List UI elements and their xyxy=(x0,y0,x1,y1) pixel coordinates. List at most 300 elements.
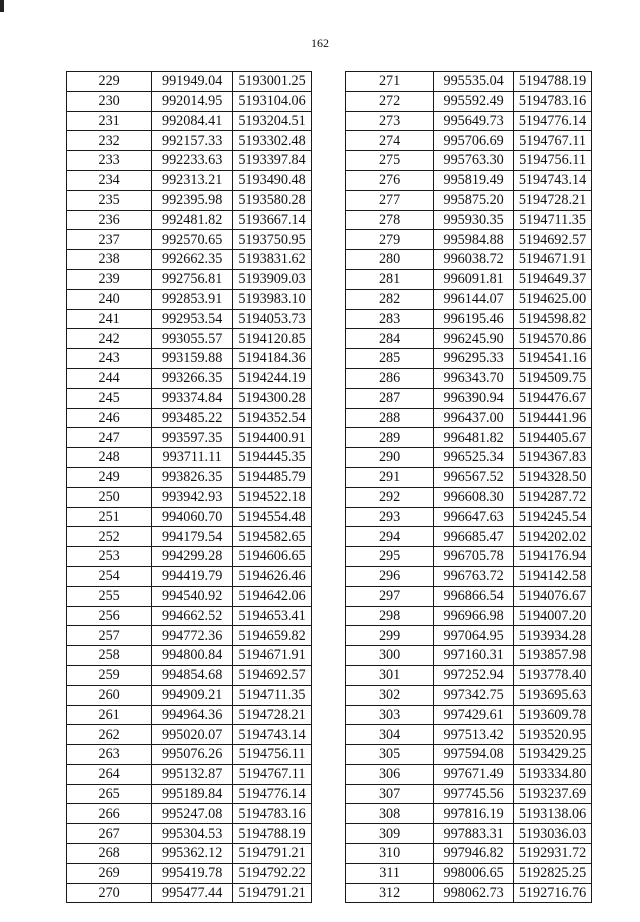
x-coordinate-cell: 997513.42 xyxy=(434,725,514,745)
point-number-cell: 249 xyxy=(67,467,152,487)
point-number-cell: 302 xyxy=(346,685,434,705)
table-row xyxy=(346,685,592,705)
y-coordinate-cell: 5194476.67 xyxy=(514,388,592,408)
table-row xyxy=(67,329,312,349)
point-number-cell: 267 xyxy=(67,824,152,844)
x-coordinate-cell: 996144.07 xyxy=(434,289,514,309)
x-coordinate-cell: 995535.04 xyxy=(434,72,514,92)
x-coordinate-cell: 995819.49 xyxy=(434,170,514,190)
table-row xyxy=(346,566,592,586)
table-row xyxy=(346,507,592,527)
table-row xyxy=(67,487,312,507)
x-coordinate-cell: 993597.35 xyxy=(152,428,233,448)
y-coordinate-cell: 5194405.67 xyxy=(514,428,592,448)
x-coordinate-cell: 995930.35 xyxy=(434,210,514,230)
y-coordinate-cell: 5194756.11 xyxy=(514,151,592,171)
x-coordinate-cell: 994419.79 xyxy=(152,566,233,586)
x-coordinate-cell: 993711.11 xyxy=(152,448,233,468)
point-number-cell: 265 xyxy=(67,784,152,804)
y-coordinate-cell: 5194352.54 xyxy=(233,408,312,428)
table-row xyxy=(346,72,592,92)
point-number-cell: 283 xyxy=(346,309,434,329)
point-number-cell: 260 xyxy=(67,685,152,705)
table-row xyxy=(346,586,592,606)
table-row xyxy=(67,269,312,289)
point-number-cell: 258 xyxy=(67,646,152,666)
scan-edge-mark xyxy=(0,0,4,12)
y-coordinate-cell: 5194400.91 xyxy=(233,428,312,448)
y-coordinate-cell: 5193237.69 xyxy=(514,784,592,804)
y-coordinate-cell: 5194743.14 xyxy=(233,725,312,745)
point-number-cell: 277 xyxy=(346,190,434,210)
x-coordinate-cell: 997883.31 xyxy=(434,824,514,844)
point-number-cell: 307 xyxy=(346,784,434,804)
point-number-cell: 280 xyxy=(346,250,434,270)
x-coordinate-cell: 994060.70 xyxy=(152,507,233,527)
table-row xyxy=(346,725,592,745)
y-coordinate-cell: 5194626.46 xyxy=(233,566,312,586)
y-coordinate-cell: 5194783.16 xyxy=(233,804,312,824)
point-number-cell: 311 xyxy=(346,863,434,883)
point-number-cell: 312 xyxy=(346,883,434,903)
table-row xyxy=(67,131,312,151)
point-number-cell: 256 xyxy=(67,606,152,626)
point-number-cell: 292 xyxy=(346,487,434,507)
point-number-cell: 275 xyxy=(346,151,434,171)
x-coordinate-cell: 992662.35 xyxy=(152,250,233,270)
y-coordinate-cell: 5194287.72 xyxy=(514,487,592,507)
x-coordinate-cell: 995132.87 xyxy=(152,764,233,784)
x-coordinate-cell: 997594.08 xyxy=(434,745,514,765)
table-row xyxy=(67,705,312,725)
table-row xyxy=(67,170,312,190)
y-coordinate-cell: 5194711.35 xyxy=(233,685,312,705)
table-row xyxy=(67,507,312,527)
x-coordinate-cell: 997816.19 xyxy=(434,804,514,824)
table-row xyxy=(67,685,312,705)
x-coordinate-cell: 997671.49 xyxy=(434,764,514,784)
x-coordinate-cell: 996647.63 xyxy=(434,507,514,527)
x-coordinate-cell: 992395.98 xyxy=(152,190,233,210)
table-row xyxy=(67,230,312,250)
x-coordinate-cell: 991949.04 xyxy=(152,72,233,92)
point-number-cell: 284 xyxy=(346,329,434,349)
table-row xyxy=(346,547,592,567)
point-number-cell: 237 xyxy=(67,230,152,250)
table-row xyxy=(67,665,312,685)
y-coordinate-cell: 5194671.91 xyxy=(233,646,312,666)
x-coordinate-cell: 998062.73 xyxy=(434,883,514,903)
x-coordinate-cell: 994662.52 xyxy=(152,606,233,626)
y-coordinate-cell: 5194776.14 xyxy=(514,111,592,131)
table-row xyxy=(346,190,592,210)
x-coordinate-cell: 997946.82 xyxy=(434,844,514,864)
point-number-cell: 305 xyxy=(346,745,434,765)
point-number-cell: 297 xyxy=(346,586,434,606)
y-coordinate-cell: 5194244.19 xyxy=(233,368,312,388)
x-coordinate-cell: 996295.33 xyxy=(434,349,514,369)
point-number-cell: 232 xyxy=(67,131,152,151)
x-coordinate-cell: 995763.30 xyxy=(434,151,514,171)
x-coordinate-cell: 997160.31 xyxy=(434,646,514,666)
point-number-cell: 290 xyxy=(346,448,434,468)
point-number-cell: 295 xyxy=(346,547,434,567)
x-coordinate-cell: 995362.12 xyxy=(152,844,233,864)
point-number-cell: 240 xyxy=(67,289,152,309)
x-coordinate-cell: 992953.54 xyxy=(152,309,233,329)
x-coordinate-cell: 995304.53 xyxy=(152,824,233,844)
table-row xyxy=(346,408,592,428)
y-coordinate-cell: 5194485.79 xyxy=(233,467,312,487)
point-number-cell: 254 xyxy=(67,566,152,586)
table-row xyxy=(67,91,312,111)
point-number-cell: 282 xyxy=(346,289,434,309)
table-row xyxy=(67,626,312,646)
table-row xyxy=(346,151,592,171)
y-coordinate-cell: 5192931.72 xyxy=(514,844,592,864)
y-coordinate-cell: 5193778.40 xyxy=(514,665,592,685)
table-row xyxy=(67,883,312,903)
x-coordinate-cell: 993942.93 xyxy=(152,487,233,507)
x-coordinate-cell: 993374.84 xyxy=(152,388,233,408)
point-number-cell: 229 xyxy=(67,72,152,92)
x-coordinate-cell: 998006.65 xyxy=(434,863,514,883)
y-coordinate-cell: 5193857.98 xyxy=(514,646,592,666)
x-coordinate-cell: 993266.35 xyxy=(152,368,233,388)
point-number-cell: 287 xyxy=(346,388,434,408)
y-coordinate-cell: 5193831.62 xyxy=(233,250,312,270)
x-coordinate-cell: 995592.49 xyxy=(434,91,514,111)
point-number-cell: 238 xyxy=(67,250,152,270)
x-coordinate-cell: 996195.46 xyxy=(434,309,514,329)
table-row xyxy=(346,863,592,883)
table-row xyxy=(67,764,312,784)
x-coordinate-cell: 994854.68 xyxy=(152,665,233,685)
y-coordinate-cell: 5194788.19 xyxy=(514,72,592,92)
y-coordinate-cell: 5193334.80 xyxy=(514,764,592,784)
table-row xyxy=(67,467,312,487)
y-coordinate-cell: 5194653.41 xyxy=(233,606,312,626)
x-coordinate-cell: 995984.88 xyxy=(434,230,514,250)
y-coordinate-cell: 5193204.51 xyxy=(233,111,312,131)
table-row xyxy=(67,289,312,309)
table-row xyxy=(346,883,592,903)
y-coordinate-cell: 5193609.78 xyxy=(514,705,592,725)
y-coordinate-cell: 5193036.03 xyxy=(514,824,592,844)
point-number-cell: 298 xyxy=(346,606,434,626)
x-coordinate-cell: 996567.52 xyxy=(434,467,514,487)
point-number-cell: 299 xyxy=(346,626,434,646)
table-row xyxy=(346,368,592,388)
table-row xyxy=(67,309,312,329)
y-coordinate-cell: 5194202.02 xyxy=(514,527,592,547)
point-number-cell: 300 xyxy=(346,646,434,666)
x-coordinate-cell: 994540.92 xyxy=(152,586,233,606)
x-coordinate-cell: 995477.44 xyxy=(152,883,233,903)
y-coordinate-cell: 5193429.25 xyxy=(514,745,592,765)
x-coordinate-cell: 995419.78 xyxy=(152,863,233,883)
y-coordinate-cell: 5194756.11 xyxy=(233,745,312,765)
point-number-cell: 296 xyxy=(346,566,434,586)
point-number-cell: 285 xyxy=(346,349,434,369)
x-coordinate-cell: 992756.81 xyxy=(152,269,233,289)
x-coordinate-cell: 995076.26 xyxy=(152,745,233,765)
point-number-cell: 259 xyxy=(67,665,152,685)
x-coordinate-cell: 996866.54 xyxy=(434,586,514,606)
y-coordinate-cell: 5194007.20 xyxy=(514,606,592,626)
y-coordinate-cell: 5194541.16 xyxy=(514,349,592,369)
point-number-cell: 255 xyxy=(67,586,152,606)
page-number: 162 xyxy=(311,36,329,50)
point-number-cell: 264 xyxy=(67,764,152,784)
table-row xyxy=(346,487,592,507)
y-coordinate-cell: 5194570.86 xyxy=(514,329,592,349)
y-coordinate-cell: 5194582.65 xyxy=(233,527,312,547)
x-coordinate-cell: 995649.73 xyxy=(434,111,514,131)
coordinate-table-left xyxy=(66,71,312,903)
point-number-cell: 261 xyxy=(67,705,152,725)
point-number-cell: 266 xyxy=(67,804,152,824)
y-coordinate-cell: 5193302.48 xyxy=(233,131,312,151)
y-coordinate-cell: 5194509.75 xyxy=(514,368,592,388)
table-row xyxy=(346,170,592,190)
y-coordinate-cell: 5194445.35 xyxy=(233,448,312,468)
x-coordinate-cell: 996525.34 xyxy=(434,448,514,468)
x-coordinate-cell: 996705.78 xyxy=(434,547,514,567)
point-number-cell: 250 xyxy=(67,487,152,507)
y-coordinate-cell: 5193667.14 xyxy=(233,210,312,230)
table-row xyxy=(346,844,592,864)
table-row xyxy=(67,824,312,844)
x-coordinate-cell: 994800.84 xyxy=(152,646,233,666)
x-coordinate-cell: 997745.56 xyxy=(434,784,514,804)
table-row xyxy=(67,428,312,448)
point-number-cell: 294 xyxy=(346,527,434,547)
point-number-cell: 293 xyxy=(346,507,434,527)
table-row xyxy=(67,804,312,824)
point-number-cell: 286 xyxy=(346,368,434,388)
point-number-cell: 271 xyxy=(346,72,434,92)
table-row xyxy=(67,566,312,586)
table-row xyxy=(346,626,592,646)
x-coordinate-cell: 993826.35 xyxy=(152,467,233,487)
point-number-cell: 245 xyxy=(67,388,152,408)
table-row xyxy=(67,72,312,92)
table-row xyxy=(67,784,312,804)
y-coordinate-cell: 5194142.58 xyxy=(514,566,592,586)
table-row xyxy=(346,745,592,765)
table-row xyxy=(346,91,592,111)
table-row xyxy=(346,527,592,547)
y-coordinate-cell: 5194783.16 xyxy=(514,91,592,111)
table-row xyxy=(346,764,592,784)
x-coordinate-cell: 994909.21 xyxy=(152,685,233,705)
table-row xyxy=(346,131,592,151)
x-coordinate-cell: 992233.63 xyxy=(152,151,233,171)
point-number-cell: 310 xyxy=(346,844,434,864)
point-number-cell: 253 xyxy=(67,547,152,567)
x-coordinate-cell: 997252.94 xyxy=(434,665,514,685)
y-coordinate-cell: 5194184.36 xyxy=(233,349,312,369)
y-coordinate-cell: 5193983.10 xyxy=(233,289,312,309)
point-number-cell: 239 xyxy=(67,269,152,289)
x-coordinate-cell: 996390.94 xyxy=(434,388,514,408)
y-coordinate-cell: 5194788.19 xyxy=(233,824,312,844)
y-coordinate-cell: 5194554.48 xyxy=(233,507,312,527)
y-coordinate-cell: 5194606.65 xyxy=(233,547,312,567)
table-row xyxy=(67,210,312,230)
y-coordinate-cell: 5194692.57 xyxy=(514,230,592,250)
table-row xyxy=(346,428,592,448)
point-number-cell: 281 xyxy=(346,269,434,289)
table-row xyxy=(346,250,592,270)
x-coordinate-cell: 992313.21 xyxy=(152,170,233,190)
y-coordinate-cell: 5194728.21 xyxy=(514,190,592,210)
y-coordinate-cell: 5193580.28 xyxy=(233,190,312,210)
y-coordinate-cell: 5193104.06 xyxy=(233,91,312,111)
y-coordinate-cell: 5194743.14 xyxy=(514,170,592,190)
point-number-cell: 269 xyxy=(67,863,152,883)
point-number-cell: 241 xyxy=(67,309,152,329)
table-row xyxy=(346,665,592,685)
y-coordinate-cell: 5194792.22 xyxy=(233,863,312,883)
table-row xyxy=(346,448,592,468)
point-number-cell: 308 xyxy=(346,804,434,824)
table-row xyxy=(346,824,592,844)
y-coordinate-cell: 5194076.67 xyxy=(514,586,592,606)
x-coordinate-cell: 995020.07 xyxy=(152,725,233,745)
x-coordinate-cell: 996343.70 xyxy=(434,368,514,388)
table-row xyxy=(346,210,592,230)
x-coordinate-cell: 995247.08 xyxy=(152,804,233,824)
point-number-cell: 231 xyxy=(67,111,152,131)
x-coordinate-cell: 996437.00 xyxy=(434,408,514,428)
table-row xyxy=(67,527,312,547)
table-row xyxy=(67,151,312,171)
point-number-cell: 273 xyxy=(346,111,434,131)
y-coordinate-cell: 5194245.54 xyxy=(514,507,592,527)
table-row xyxy=(67,111,312,131)
point-number-cell: 262 xyxy=(67,725,152,745)
table-row xyxy=(67,586,312,606)
point-number-cell: 247 xyxy=(67,428,152,448)
coordinate-table-right xyxy=(345,71,592,903)
table-row xyxy=(67,190,312,210)
point-number-cell: 309 xyxy=(346,824,434,844)
table-row xyxy=(67,745,312,765)
x-coordinate-cell: 992853.91 xyxy=(152,289,233,309)
table-row xyxy=(346,309,592,329)
x-coordinate-cell: 992481.82 xyxy=(152,210,233,230)
point-number-cell: 274 xyxy=(346,131,434,151)
x-coordinate-cell: 995189.84 xyxy=(152,784,233,804)
point-number-cell: 304 xyxy=(346,725,434,745)
point-number-cell: 248 xyxy=(67,448,152,468)
x-coordinate-cell: 995875.20 xyxy=(434,190,514,210)
y-coordinate-cell: 5194522.18 xyxy=(233,487,312,507)
point-number-cell: 303 xyxy=(346,705,434,725)
table-row xyxy=(67,388,312,408)
y-coordinate-cell: 5194441.96 xyxy=(514,408,592,428)
table-row xyxy=(67,646,312,666)
y-coordinate-cell: 5194711.35 xyxy=(514,210,592,230)
x-coordinate-cell: 996038.72 xyxy=(434,250,514,270)
y-coordinate-cell: 5194300.28 xyxy=(233,388,312,408)
table-row xyxy=(67,606,312,626)
y-coordinate-cell: 5194642.06 xyxy=(233,586,312,606)
y-coordinate-cell: 5194625.00 xyxy=(514,289,592,309)
y-coordinate-cell: 5194598.82 xyxy=(514,309,592,329)
point-number-cell: 279 xyxy=(346,230,434,250)
x-coordinate-cell: 992157.33 xyxy=(152,131,233,151)
point-number-cell: 243 xyxy=(67,349,152,369)
y-coordinate-cell: 5194791.21 xyxy=(233,844,312,864)
table-row xyxy=(67,448,312,468)
point-number-cell: 276 xyxy=(346,170,434,190)
y-coordinate-cell: 5194728.21 xyxy=(233,705,312,725)
table-row xyxy=(346,705,592,725)
y-coordinate-cell: 5194328.50 xyxy=(514,467,592,487)
point-number-cell: 291 xyxy=(346,467,434,487)
y-coordinate-cell: 5194767.11 xyxy=(233,764,312,784)
x-coordinate-cell: 996245.90 xyxy=(434,329,514,349)
table-row xyxy=(346,388,592,408)
table-row xyxy=(346,269,592,289)
point-number-cell: 235 xyxy=(67,190,152,210)
point-number-cell: 234 xyxy=(67,170,152,190)
y-coordinate-cell: 5192716.76 xyxy=(514,883,592,903)
table-row xyxy=(346,784,592,804)
table-row xyxy=(67,408,312,428)
point-number-cell: 230 xyxy=(67,91,152,111)
point-number-cell: 289 xyxy=(346,428,434,448)
point-number-cell: 288 xyxy=(346,408,434,428)
x-coordinate-cell: 997064.95 xyxy=(434,626,514,646)
table-row xyxy=(67,863,312,883)
x-coordinate-cell: 994179.54 xyxy=(152,527,233,547)
x-coordinate-cell: 993159.88 xyxy=(152,349,233,369)
table-row xyxy=(67,725,312,745)
x-coordinate-cell: 997429.61 xyxy=(434,705,514,725)
point-number-cell: 270 xyxy=(67,883,152,903)
y-coordinate-cell: 5194053.73 xyxy=(233,309,312,329)
table-row xyxy=(346,230,592,250)
y-coordinate-cell: 5193934.28 xyxy=(514,626,592,646)
table-row xyxy=(67,250,312,270)
x-coordinate-cell: 996966.98 xyxy=(434,606,514,626)
y-coordinate-cell: 5193909.03 xyxy=(233,269,312,289)
table-row xyxy=(346,329,592,349)
x-coordinate-cell: 994964.36 xyxy=(152,705,233,725)
point-number-cell: 233 xyxy=(67,151,152,171)
x-coordinate-cell: 997342.75 xyxy=(434,685,514,705)
y-coordinate-cell: 5193490.48 xyxy=(233,170,312,190)
point-number-cell: 268 xyxy=(67,844,152,864)
point-number-cell: 236 xyxy=(67,210,152,230)
y-coordinate-cell: 5193138.06 xyxy=(514,804,592,824)
y-coordinate-cell: 5194120.85 xyxy=(233,329,312,349)
x-coordinate-cell: 996763.72 xyxy=(434,566,514,586)
y-coordinate-cell: 5192825.25 xyxy=(514,863,592,883)
table-row xyxy=(346,606,592,626)
x-coordinate-cell: 994299.28 xyxy=(152,547,233,567)
point-number-cell: 246 xyxy=(67,408,152,428)
table-row xyxy=(346,289,592,309)
x-coordinate-cell: 996608.30 xyxy=(434,487,514,507)
x-coordinate-cell: 996091.81 xyxy=(434,269,514,289)
y-coordinate-cell: 5193520.95 xyxy=(514,725,592,745)
point-number-cell: 306 xyxy=(346,764,434,784)
